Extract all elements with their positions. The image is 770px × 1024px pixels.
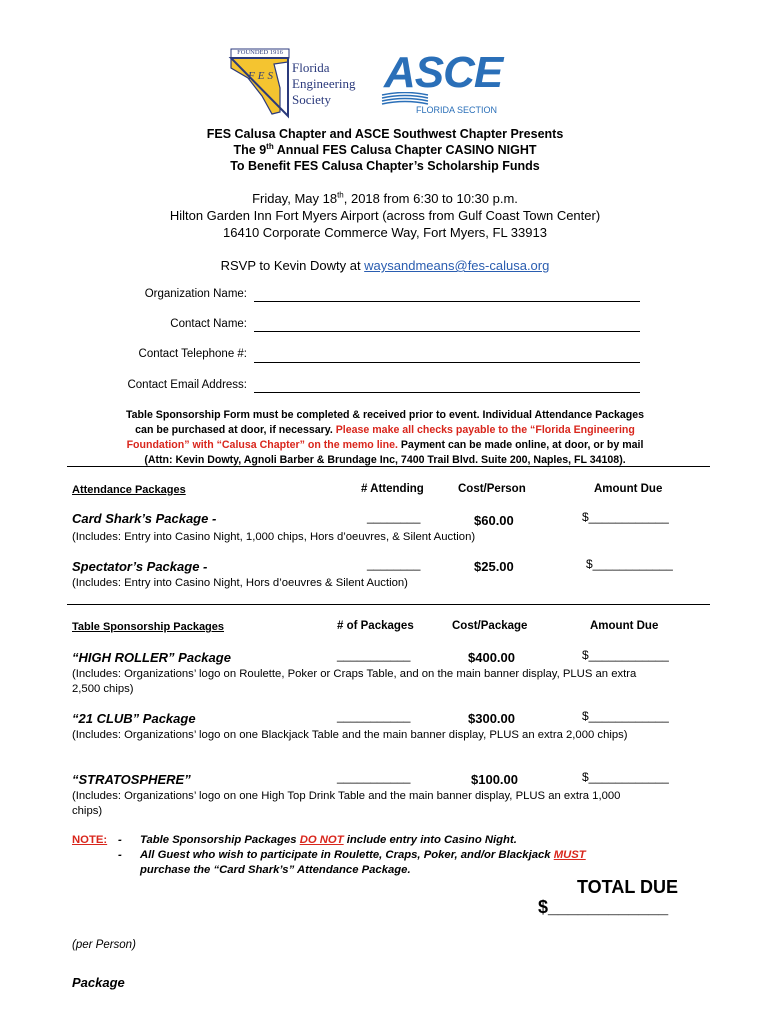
card-shark-count-field[interactable]: ________ <box>367 510 421 524</box>
sponsorship-col-amount: Amount Due <box>590 620 659 632</box>
note-label: NOTE: <box>72 834 108 846</box>
21-club-count-field[interactable]: ___________ <box>337 709 411 723</box>
spectator-name: Spectator’s Package - <box>72 559 208 574</box>
sponsorship-col-count: # of Packages <box>337 620 414 632</box>
21-club-name: “21 CLUB” Package <box>72 711 196 726</box>
note-item-2-red: MUST <box>553 849 586 861</box>
attendance-col-cost: Cost/Person <box>458 483 526 495</box>
event-date-post: , 2018 from 6:30 to 10:30 p.m. <box>343 191 518 206</box>
high-roller-price: $400.00 <box>468 650 515 665</box>
notice-line3-black: Payment can be made online, at door, or by mail <box>397 439 644 451</box>
org-name-label: Organization Name: <box>144 288 247 300</box>
spectator-price: $25.00 <box>474 559 514 574</box>
notice-line2 <box>60 423 710 438</box>
fes-name-2: Engineering <box>292 76 356 91</box>
contact-name-label: Contact Name: <box>170 318 247 330</box>
card-shark-name: Card Shark’s Package - <box>72 511 217 526</box>
total-due-field[interactable]: $____________ <box>538 897 669 917</box>
stratosphere-amount-field[interactable]: $____________ <box>582 770 669 784</box>
fes-logo <box>228 48 368 120</box>
fes-letters: FES <box>248 70 276 82</box>
spectator-desc: (Includes: Entry into Casino Night, Hors d’oeuvres & Silent Auction) <box>72 577 408 589</box>
high-roller-desc-1: (Includes: Organizations’ logo on Roulette, Poker or Craps Table, and on the main banner display, PLUS an extra <box>72 668 637 680</box>
note-item-1-post: include entry into Casino Night. <box>343 834 517 846</box>
event-date <box>0 190 770 207</box>
sponsorship-col-package: Table Sponsorship Packages <box>72 621 225 633</box>
high-roller-amount-field[interactable]: $____________ <box>582 648 669 662</box>
asce-logo <box>380 48 510 120</box>
card-shark-price: $60.00 <box>474 513 514 528</box>
stratosphere-count-field[interactable]: ___________ <box>337 770 411 784</box>
high-roller-name: “HIGH ROLLER” Package <box>72 650 231 665</box>
event-venue: Hilton Garden Inn Fort Myers Airport (across from Gulf Coast Town Center) <box>169 208 601 223</box>
per-person-note: (per Person) <box>72 939 136 951</box>
contact-phone-label: Contact Telephone #: <box>138 348 247 360</box>
21-club-amount-field[interactable]: $____________ <box>582 709 669 723</box>
event-address: 16410 Corporate Commerce Way, Fort Myers, FL 33913 <box>223 225 547 240</box>
header-line2-pre: The 9 <box>233 143 267 157</box>
spectator-amount-field[interactable]: $____________ <box>586 557 673 571</box>
asce-wave-icon <box>380 92 430 106</box>
event-date-sup: th <box>337 190 344 200</box>
contact-email-label: Contact Email Address: <box>127 379 247 391</box>
notice-line3-red: Foundation” with “Calusa Chapter” on the memo line. <box>126 439 398 451</box>
notice-line1: Table Sponsorship Form must be completed & received prior to event. Individual Attendance Packages <box>125 409 645 421</box>
divider-top <box>67 466 710 467</box>
note-item-1-red: DO NOT <box>299 834 344 846</box>
high-roller-desc-2: 2,500 chips) <box>72 683 134 695</box>
sponsorship-col-cost: Cost/Package <box>452 620 528 632</box>
header-line2 <box>0 142 770 158</box>
note-dash-1: - <box>118 834 122 846</box>
attendance-col-count: # Attending <box>361 483 424 495</box>
fes-name-3: Society <box>292 92 331 107</box>
rsvp-line <box>0 257 770 274</box>
contact-email-field[interactable] <box>254 392 640 393</box>
fes-founded: FOUNDED 1916 <box>237 49 283 56</box>
high-roller-count-field[interactable]: ___________ <box>337 648 411 662</box>
note-item-2-pre: All Guest who wish to participate in Roulette, Craps, Poker, and/or Blackjack <box>140 849 554 861</box>
event-date-pre: Friday, May 18 <box>252 191 338 206</box>
attendance-col-amount: Amount Due <box>594 483 663 495</box>
attendance-col-package: Attendance Packages <box>72 484 186 496</box>
note-item-1-pre: Table Sponsorship Packages <box>140 834 300 846</box>
spectator-count-field[interactable]: ________ <box>367 557 421 571</box>
stratosphere-desc-2: chips) <box>72 805 103 817</box>
total-due-label: TOTAL DUE <box>577 877 679 897</box>
card-shark-desc: (Includes: Entry into Casino Night, 1,000 chips, Hors d’oeuvres, & Silent Auction) <box>72 531 476 543</box>
fes-name-1: Florida <box>292 60 330 75</box>
divider-mid <box>67 604 710 605</box>
notice-line2-red: Please make all checks payable to the “Florida Engineering <box>335 424 635 436</box>
notice-line3 <box>60 438 710 453</box>
header-line2-post: Annual FES Calusa Chapter CASINO NIGHT <box>273 143 537 157</box>
rsvp-label: RSVP to Kevin Dowty at <box>220 258 365 273</box>
note-dash-2: - <box>118 849 122 861</box>
header-line3: To Benefit FES Calusa Chapter’s Scholarship Funds <box>230 159 540 173</box>
note-item-2-line2: purchase the “Card Shark’s” Attendance Package. <box>140 864 411 876</box>
21-club-desc-1: (Includes: Organizations’ logo on one Blackjack Table and the main banner display, PLUS an extra 2,000 chips) <box>72 729 628 741</box>
package-note: Package <box>72 975 125 990</box>
header-line2-sup: th <box>266 141 274 151</box>
asce-name: ASCE <box>384 48 503 97</box>
stratosphere-desc-1: (Includes: Organizations’ logo on one High Top Drink Table and the main banner display, PLUS an extra 1,000 <box>72 790 621 802</box>
stratosphere-name: “STRATOSPHERE” <box>72 772 191 787</box>
org-name-field[interactable] <box>254 301 640 302</box>
notice-line4: (Attn: Kevin Dowty, Agnoli Barber & Brundage Inc, 7400 Trail Blvd. Suite 200, Naples, FL 34108). <box>144 454 626 466</box>
header-line1: FES Calusa Chapter and ASCE Southwest Chapter Presents <box>206 127 564 141</box>
contact-phone-field[interactable] <box>254 362 640 363</box>
contact-name-field[interactable] <box>254 331 640 332</box>
note-item-2 <box>140 848 586 863</box>
stratosphere-price: $100.00 <box>471 772 518 787</box>
asce-section: FLORIDA SECTION <box>416 105 498 115</box>
notice-line2-black: can be purchased at door, if necessary. <box>135 424 336 436</box>
21-club-price: $300.00 <box>468 711 515 726</box>
card-shark-amount-field[interactable]: $____________ <box>582 510 669 524</box>
note-item-1 <box>140 833 517 848</box>
rsvp-email-link[interactable]: waysandmeans@fes-calusa.org <box>364 258 550 273</box>
